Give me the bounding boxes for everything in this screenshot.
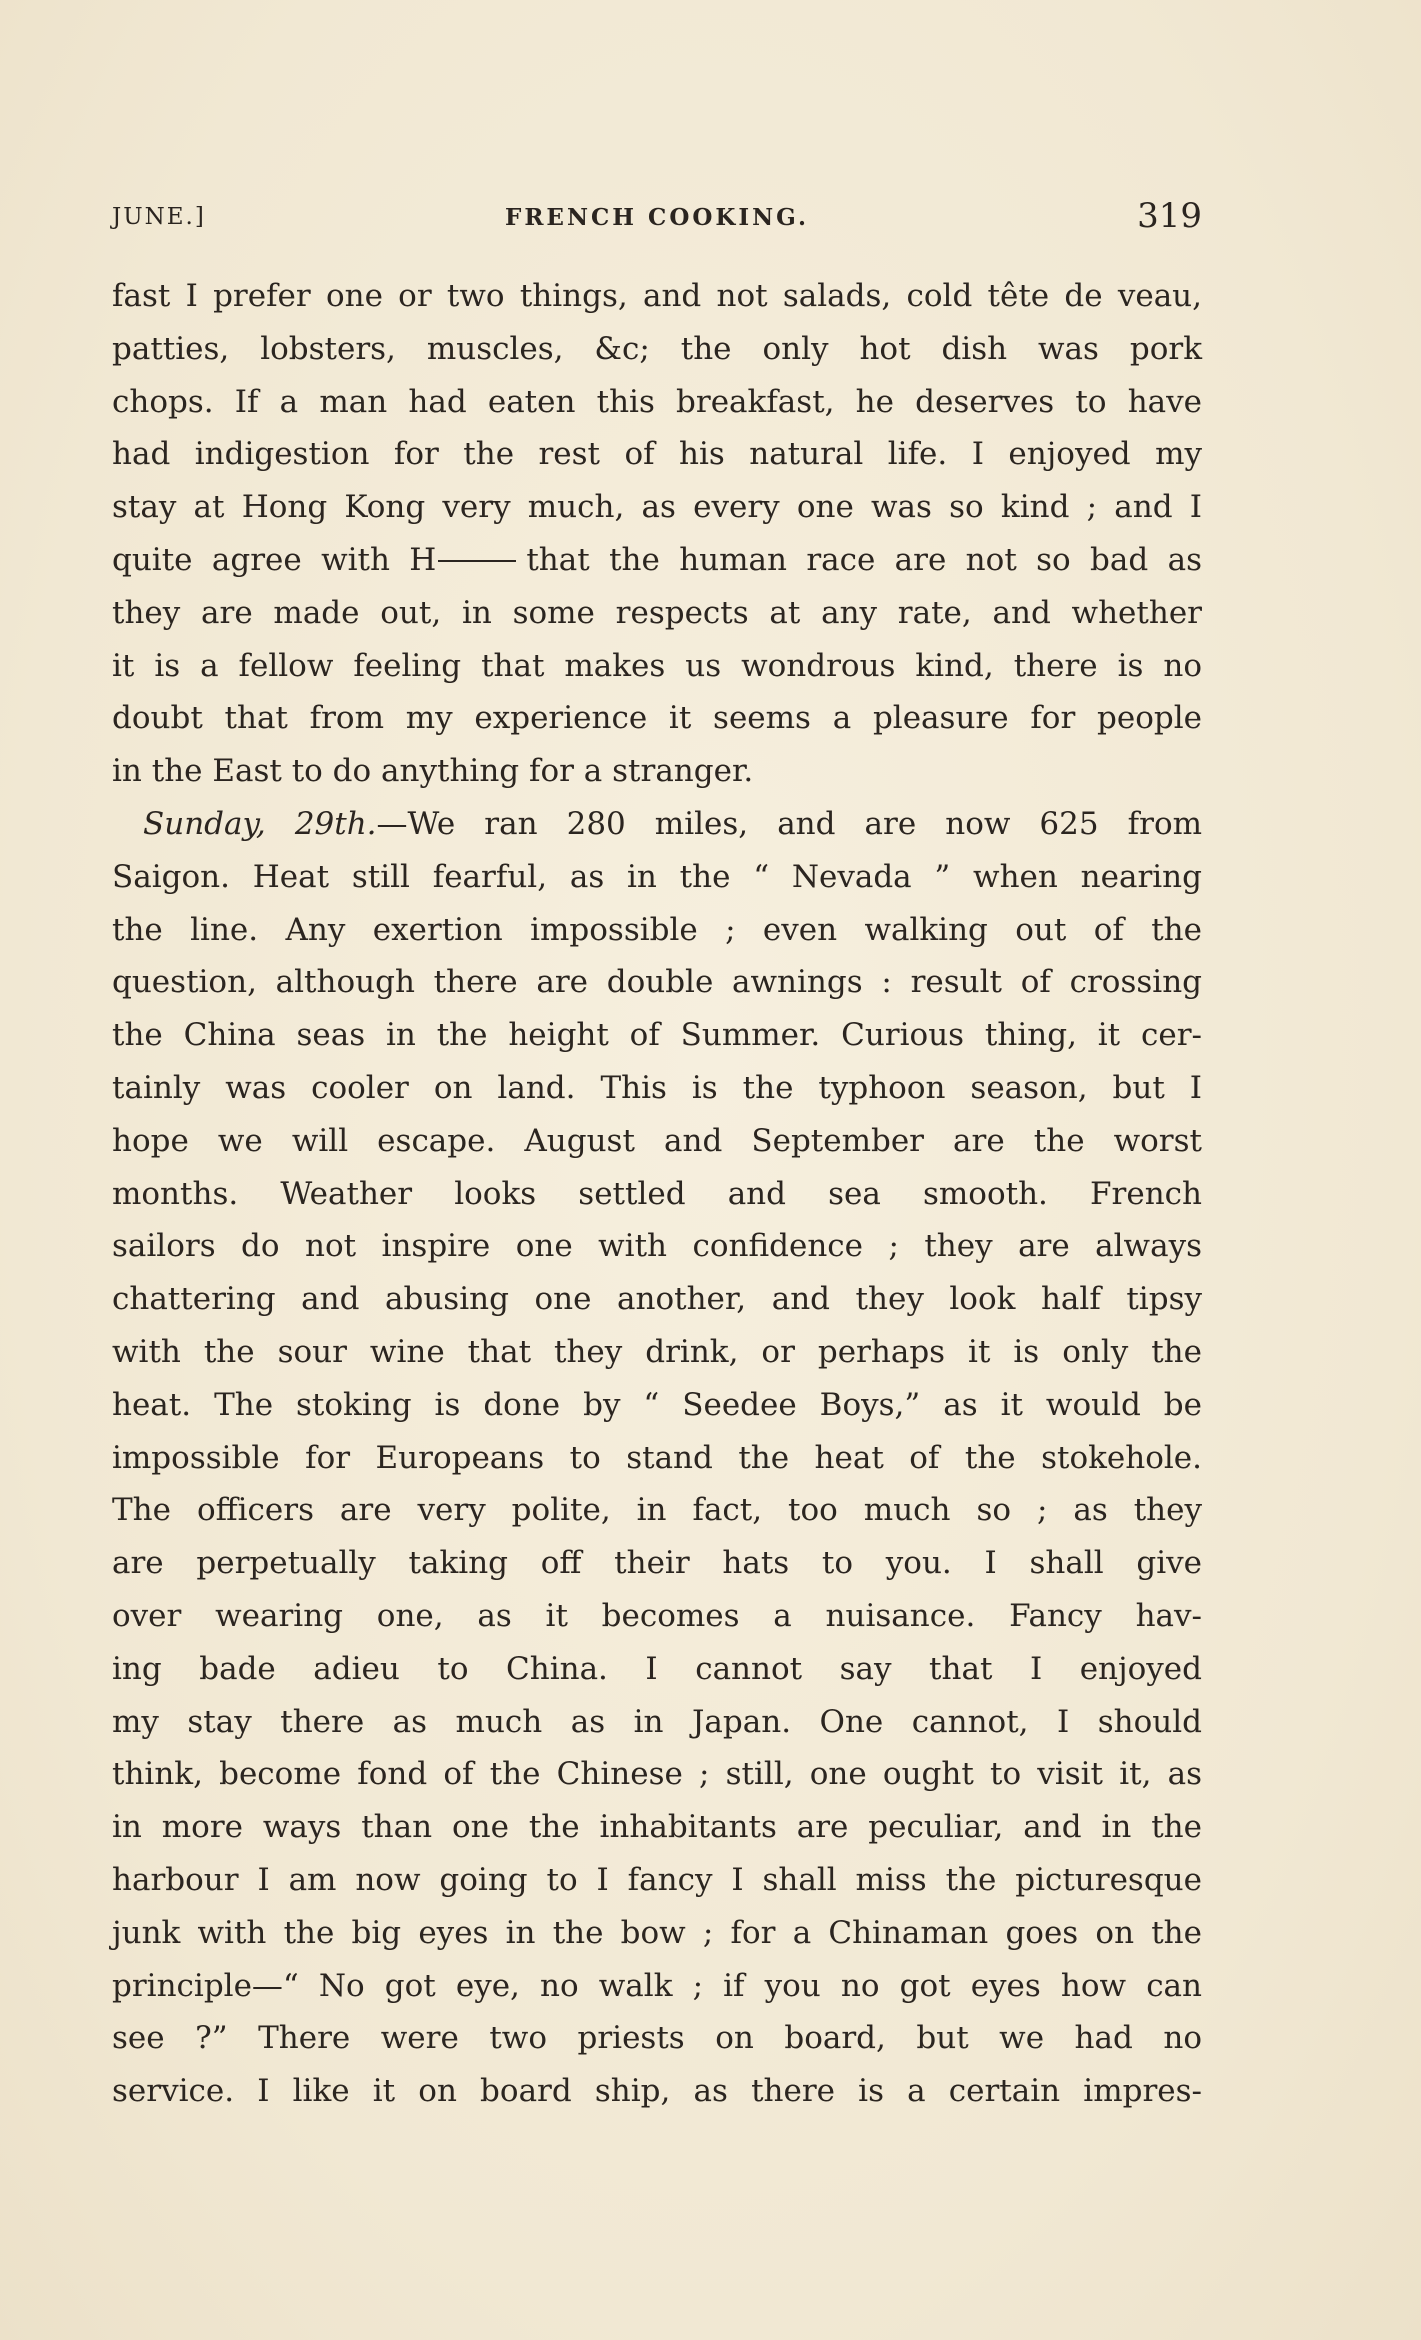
text-line: tainly was cooler on land. This is the typhoon season, but I: [112, 1069, 1202, 1106]
text-line: see ?” There were two priests on board, but we had no: [112, 2020, 1202, 2057]
text-line: in more ways than one the inhabitants are peculiar, and in the: [112, 1809, 1202, 1846]
header-month: JUNE.]: [112, 204, 206, 230]
text-fragment: quite agree with H: [112, 541, 437, 578]
text-line: the China seas in the height of Summer. Curious thing, it cer-: [112, 1017, 1202, 1054]
text-line: harbour I am now going to I fancy I shall miss the picturesque: [112, 1861, 1202, 1898]
text-line: chattering and abusing one another, and they look half tipsy: [112, 1281, 1202, 1318]
text-line: chops. If a man had eaten this breakfast, he deserves to have: [112, 383, 1202, 420]
text-line: [112, 798, 1202, 851]
text-line: in the East to do anything for a stranger.: [112, 753, 754, 790]
running-head: [112, 196, 1202, 246]
text-line: principle—“ No got eye, no walk ; if you no got eyes how can: [112, 1967, 1202, 2004]
text-line: fast I prefer one or two things, and not salads, cold tête de veau,: [112, 278, 1202, 314]
text-line: heat. The stoking is done by “ Seedee Boys,” as it would be: [112, 1386, 1202, 1423]
text-line: had indigestion for the rest of his natural life. I enjoyed my: [112, 436, 1202, 473]
text-line: service. I like it on board ship, as there is a certain impres-: [112, 2073, 1202, 2110]
header-chapter-title: FRENCH COOKING.: [504, 204, 810, 231]
text-line: patties, lobsters, muscles, &c; the only hot dish was pork: [112, 330, 1202, 367]
date-number: 29th.: [294, 805, 377, 842]
text-line: [112, 534, 1202, 587]
text-line: sailors do not inspire one with confidence ; they are always: [112, 1228, 1202, 1265]
text-line: my stay there as much as in Japan. One cannot, I should: [112, 1703, 1202, 1740]
text-line: months. Weather looks settled and sea smooth. French: [112, 1175, 1202, 1212]
page-number: 319: [1137, 196, 1202, 236]
text-line: junk with the big eyes in the bow ; for a Chinaman goes on the: [112, 1914, 1202, 1951]
text-line: are perpetually taking off their hats to you. I shall give: [112, 1545, 1202, 1582]
text-fragment: that the human race are not so bad as: [526, 541, 1202, 578]
date-day: Sunday,: [143, 805, 266, 842]
text-line: doubt that from my experience it seems a pleasure for people: [112, 700, 1202, 737]
text-line: with the sour wine that they drink, or perhaps it is only the: [112, 1333, 1202, 1370]
text-line: it is a fellow feeling that makes us wondrous kind, there is no: [112, 647, 1202, 684]
em-rule: [438, 560, 516, 562]
text-fragment: —We ran 280 miles, and are now 625 from: [376, 805, 1203, 842]
text-line: hope we will escape. August and September are the worst: [112, 1122, 1202, 1159]
text-line: think, become fond of the Chinese ; still, one ought to visit it, as: [112, 1756, 1202, 1793]
text-line: Saigon. Heat still fearful, as in the “ Nevada ” when nearing: [112, 858, 1202, 895]
text-line: impossible for Europeans to stand the heat of the stokehole.: [112, 1439, 1202, 1476]
text-line: they are made out, in some respects at any rate, and whether: [112, 594, 1202, 631]
text-line: ing bade adieu to China. I cannot say that I enjoyed: [112, 1650, 1202, 1687]
text-line: over wearing one, as it becomes a nuisance. Fancy hav-: [112, 1597, 1202, 1634]
text-line: stay at Hong Kong very much, as every one was so kind ; and I: [112, 489, 1202, 526]
text-line: the line. Any exertion impossible ; even walking out of the: [112, 911, 1202, 948]
body-text: [112, 270, 1202, 2118]
text-line: question, although there are double awnings : result of crossing: [112, 964, 1202, 1001]
text-line: The officers are very polite, in fact, too much so ; as they: [112, 1492, 1202, 1529]
